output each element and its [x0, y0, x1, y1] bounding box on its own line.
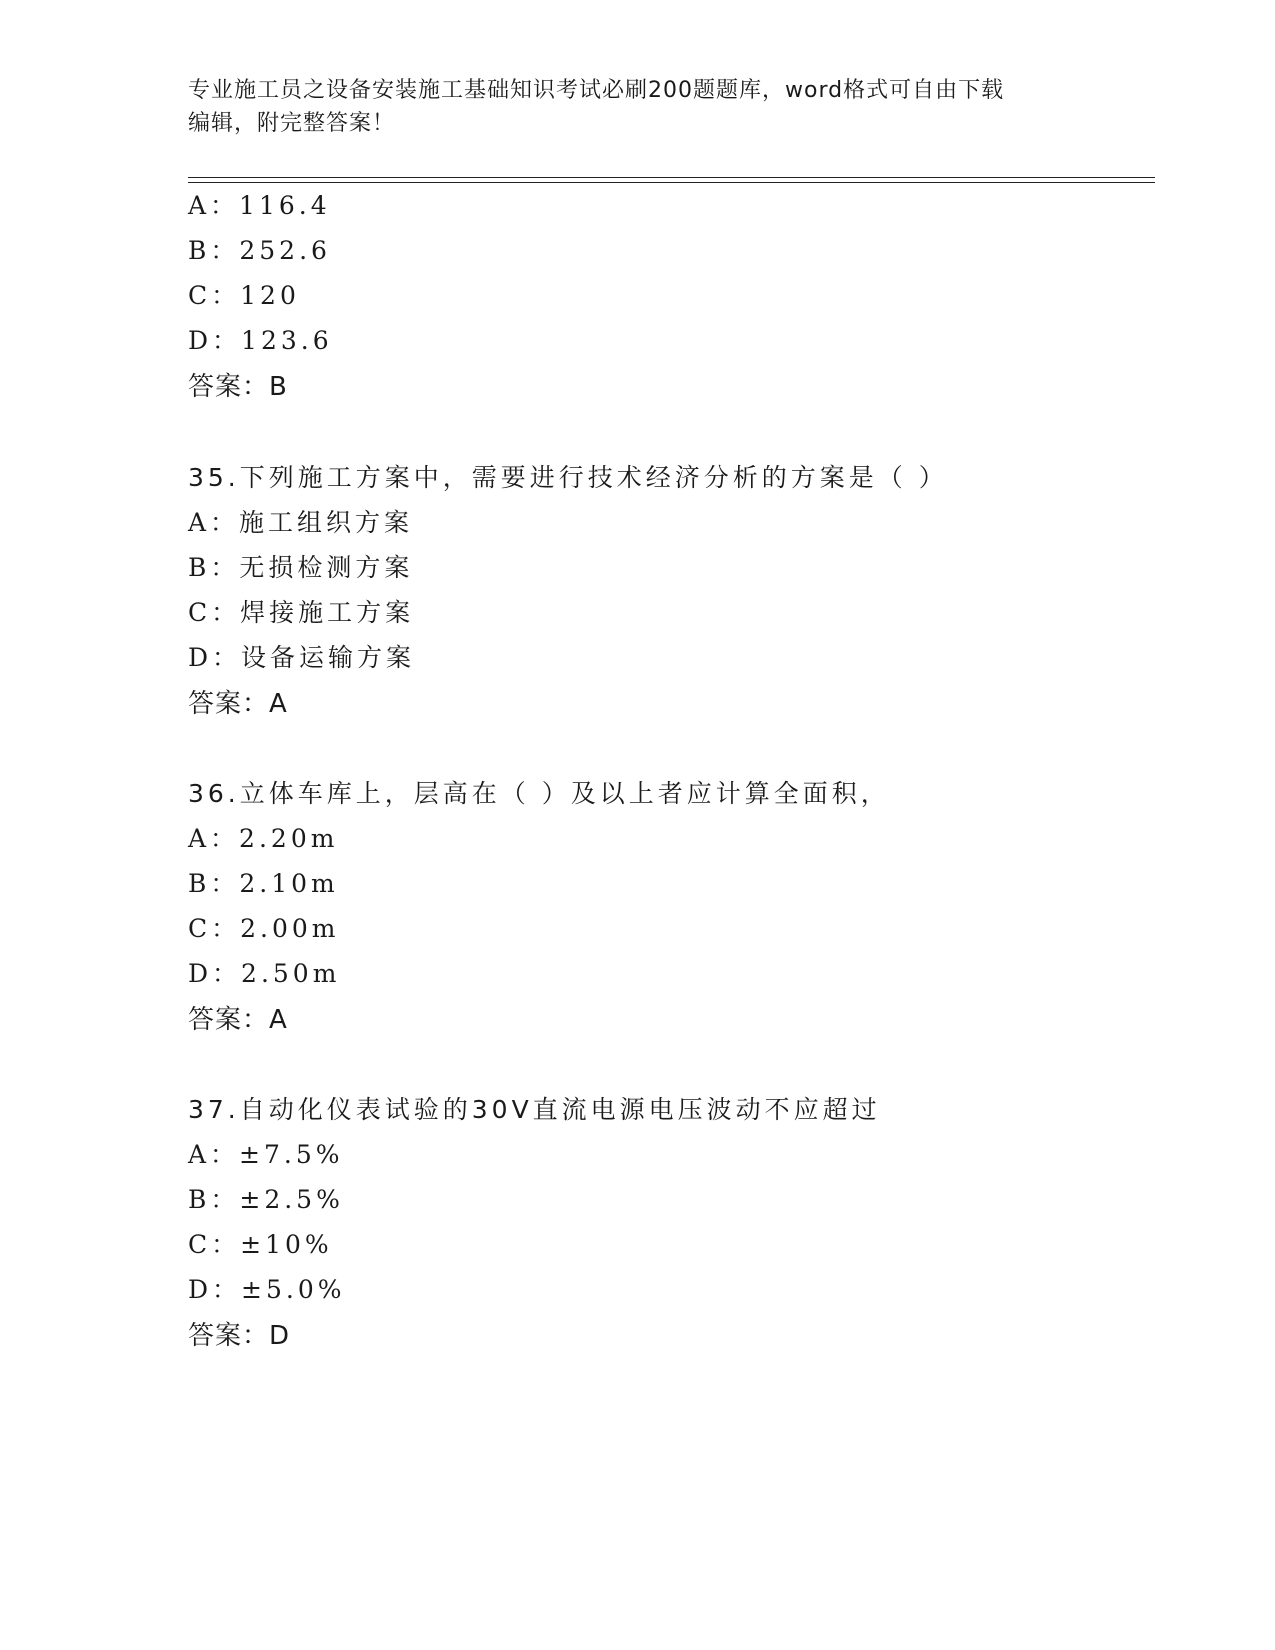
header-divider-top	[188, 177, 1155, 178]
option-a: A：2.20m	[188, 824, 339, 853]
option-d: D：±5.0%	[188, 1275, 346, 1304]
option-c: C：焊接施工方案	[188, 598, 415, 627]
header-title-line-1: 专业施工员之设备安装施工基础知识考试必刷200题题库，word格式可自由下载	[188, 78, 1005, 103]
option-a: A：±7.5%	[188, 1140, 344, 1169]
option-b: B：2.10m	[188, 869, 339, 898]
answer-label: 答案：A	[188, 689, 288, 719]
option-d: D：2.50m	[188, 959, 341, 988]
question-text: 36.立体车库上，层高在（ ）及以上者应计算全面积，	[188, 779, 890, 808]
answer-label: 答案：B	[188, 372, 288, 402]
option-c: C：±10%	[188, 1230, 333, 1259]
answer-label: 答案：D	[188, 1321, 291, 1351]
header-title-line-2: 编辑，附完整答案！	[188, 111, 396, 136]
option-b: B：±2.5%	[188, 1185, 344, 1214]
document-header	[188, 74, 1088, 140]
option-d: D：123.6	[188, 326, 333, 355]
option-a: A：施工组织方案	[188, 508, 414, 537]
option-a: A：116.4	[188, 191, 331, 220]
option-c: C：2.00m	[188, 914, 340, 943]
option-d: D：设备运输方案	[188, 643, 416, 672]
question-text: 37.自动化仪表试验的30V直流电源电压波动不应超过	[188, 1095, 881, 1124]
header-divider-bottom	[188, 182, 1155, 183]
question-text: 35.下列施工方案中，需要进行技术经济分析的方案是（ ）	[188, 463, 948, 492]
option-b: B：无损检测方案	[188, 553, 414, 582]
option-b: B：252.6	[188, 236, 331, 265]
option-c: C：120	[188, 281, 300, 310]
answer-label: 答案：A	[188, 1005, 288, 1035]
